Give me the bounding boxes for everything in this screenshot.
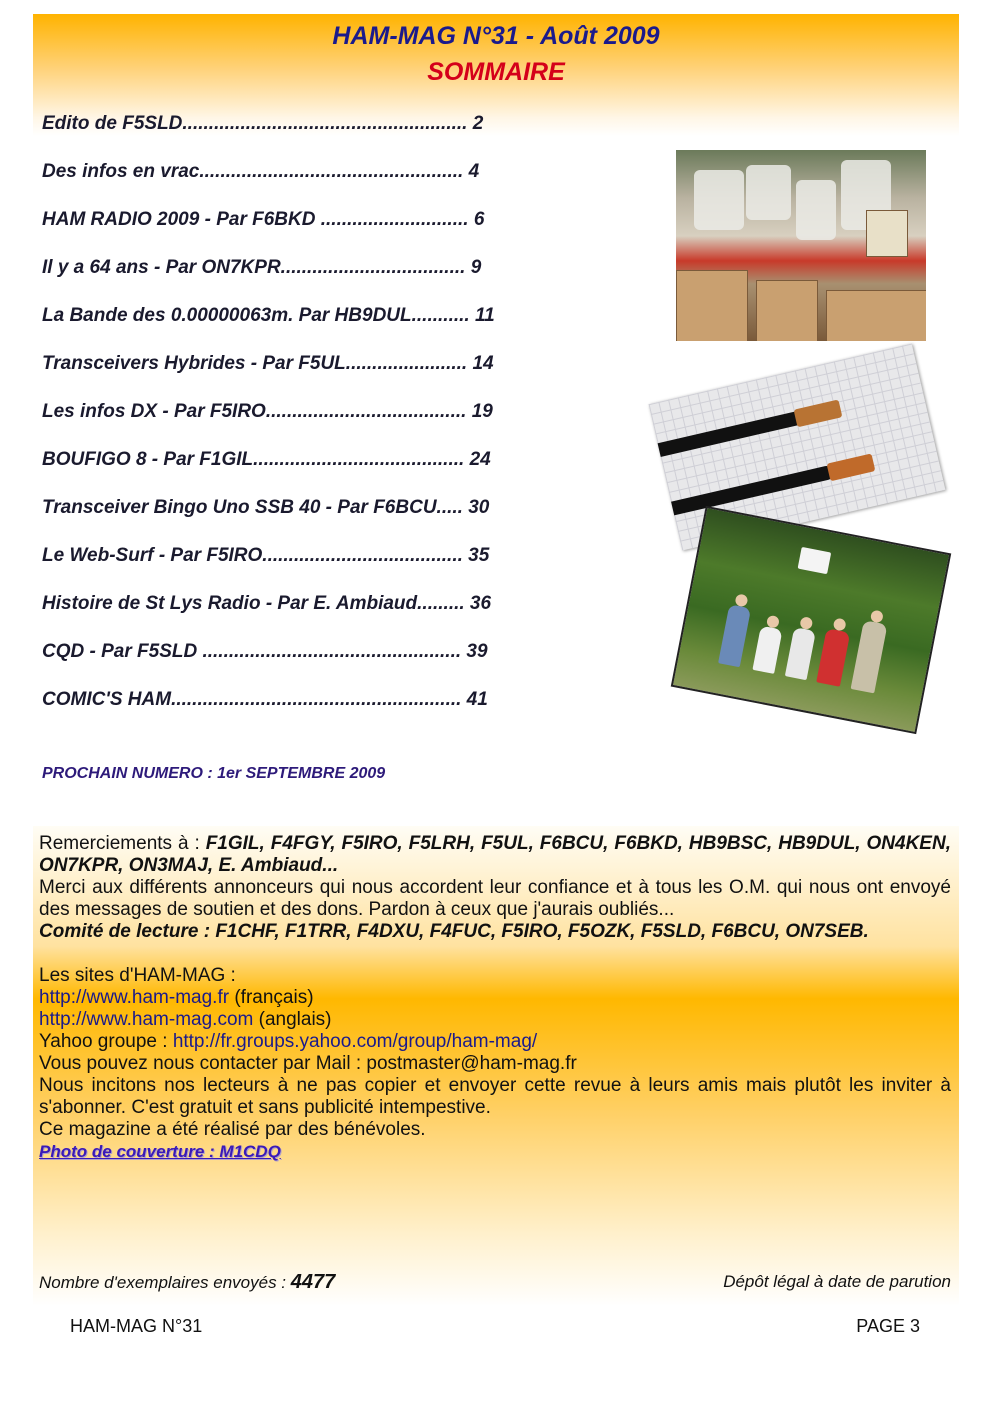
sites-label: Les sites d'HAM-MAG : bbox=[39, 965, 236, 986]
photo-credit: Photo de couverture : M1CDQ bbox=[39, 1142, 281, 1161]
thanks-names: F1GIL, F4FGY, F5IRO, F5LRH, F5UL, F6BCU, F6BKD, HB9BSC, HB9DUL, ON4KEN, ON7KPR, ON3MAJ, E. Ambiaud... bbox=[39, 833, 951, 876]
thanks-paragraph bbox=[39, 833, 951, 877]
toc-item[interactable]: Histoire de St Lys Radio - Par E. Ambiaud......... 36 bbox=[42, 593, 492, 614]
yahoo-line bbox=[39, 1031, 951, 1053]
comite-paragraph: Comité de lecture : F1CHF, F1TRR, F4DXU, F4FUC, F5IRO, F5OZK, F5SLD, F6BCU, ON7SEB. bbox=[39, 921, 869, 942]
toc-item[interactable]: HAM RADIO 2009 - Par F6BKD ............................ 6 bbox=[42, 209, 485, 230]
site-fr-lang: (français) bbox=[229, 987, 314, 1008]
incitation-paragraph: Nous incitons nos lecteurs à ne pas copier et envoyer cette revue à leurs amis mais plutôt les inviter à s'abonner. C'est gratuit et sans publicité intempestive. bbox=[39, 1075, 951, 1118]
toc-item[interactable]: Le Web-Surf - Par F5IRO...................................... 35 bbox=[42, 545, 490, 566]
table-of-contents bbox=[42, 113, 612, 737]
info-section bbox=[39, 833, 951, 1163]
site-en-line bbox=[39, 1009, 951, 1031]
toc-item[interactable]: Edito de F5SLD...................................................... 2 bbox=[42, 113, 484, 134]
next-issue-notice: PROCHAIN NUMERO : 1er SEPTEMBRE 2009 bbox=[42, 765, 386, 782]
toc-item[interactable]: BOUFIGO 8 - Par F1GIL........................................ 24 bbox=[42, 449, 491, 470]
yahoo-link[interactable]: http://fr.groups.yahoo.com/group/ham-mag/ bbox=[172, 1031, 538, 1052]
merci-paragraph: Merci aux différents annonceurs qui nous accordent leur confiance et à tous les O.M. qui nous ont envoyé des messages de soutien et des dons. Pardon à ceux que j'aurais oubliés... bbox=[39, 877, 951, 920]
toc-item[interactable]: Des infos en vrac.................................................. 4 bbox=[42, 161, 480, 182]
contact-line: Vous pouvez nous contacter par Mail : postmaster@ham-mag.fr bbox=[39, 1053, 577, 1074]
toc-item[interactable]: Transceivers Hybrides - Par F5UL....................... 14 bbox=[42, 353, 494, 374]
site-fr-line bbox=[39, 987, 951, 1009]
footer-magazine-name: HAM-MAG N°31 bbox=[70, 1316, 203, 1336]
magazine-title: HAM-MAG N°31 - Août 2009 bbox=[332, 22, 660, 50]
yahoo-label: Yahoo groupe : bbox=[39, 1031, 173, 1052]
site-fr-link[interactable]: http://www.ham-mag.fr bbox=[39, 987, 230, 1008]
copies-label: Nombre d'exemplaires envoyés : bbox=[39, 1273, 291, 1292]
toc-item[interactable]: Transceiver Bingo Uno SSB 40 - Par F6BCU..... 30 bbox=[42, 497, 490, 518]
copies-count: 4477 bbox=[290, 1271, 336, 1293]
sommaire-heading: SOMMAIRE bbox=[427, 58, 565, 86]
toc-item[interactable]: La Bande des 0.00000063m. Par HB9DUL........... 11 bbox=[42, 305, 495, 326]
site-en-lang: (anglais) bbox=[253, 1009, 332, 1030]
benevoles-line: Ce magazine a été réalisé par des bénévoles. bbox=[39, 1119, 426, 1140]
toc-item[interactable]: COMIC'S HAM....................................................... 41 bbox=[42, 689, 488, 710]
photo-group-outdoor bbox=[671, 506, 952, 734]
photo-circuit-cables bbox=[649, 344, 946, 551]
toc-item[interactable]: CQD - Par F5SLD ................................................. 39 bbox=[42, 641, 488, 662]
photo-flea-market-table bbox=[676, 150, 926, 341]
toc-item[interactable]: Les infos DX - Par F5IRO...................................... 19 bbox=[42, 401, 493, 422]
thanks-label: Remerciements à : bbox=[39, 833, 206, 854]
site-en-link[interactable]: http://www.ham-mag.com bbox=[39, 1009, 254, 1030]
footer-page-number: PAGE 3 bbox=[856, 1316, 920, 1336]
copies-line bbox=[39, 1271, 951, 1295]
toc-item[interactable]: Il y a 64 ans - Par ON7KPR................................... 9 bbox=[42, 257, 482, 278]
depot-legal: Dépôt légal à date de parution bbox=[723, 1272, 951, 1291]
